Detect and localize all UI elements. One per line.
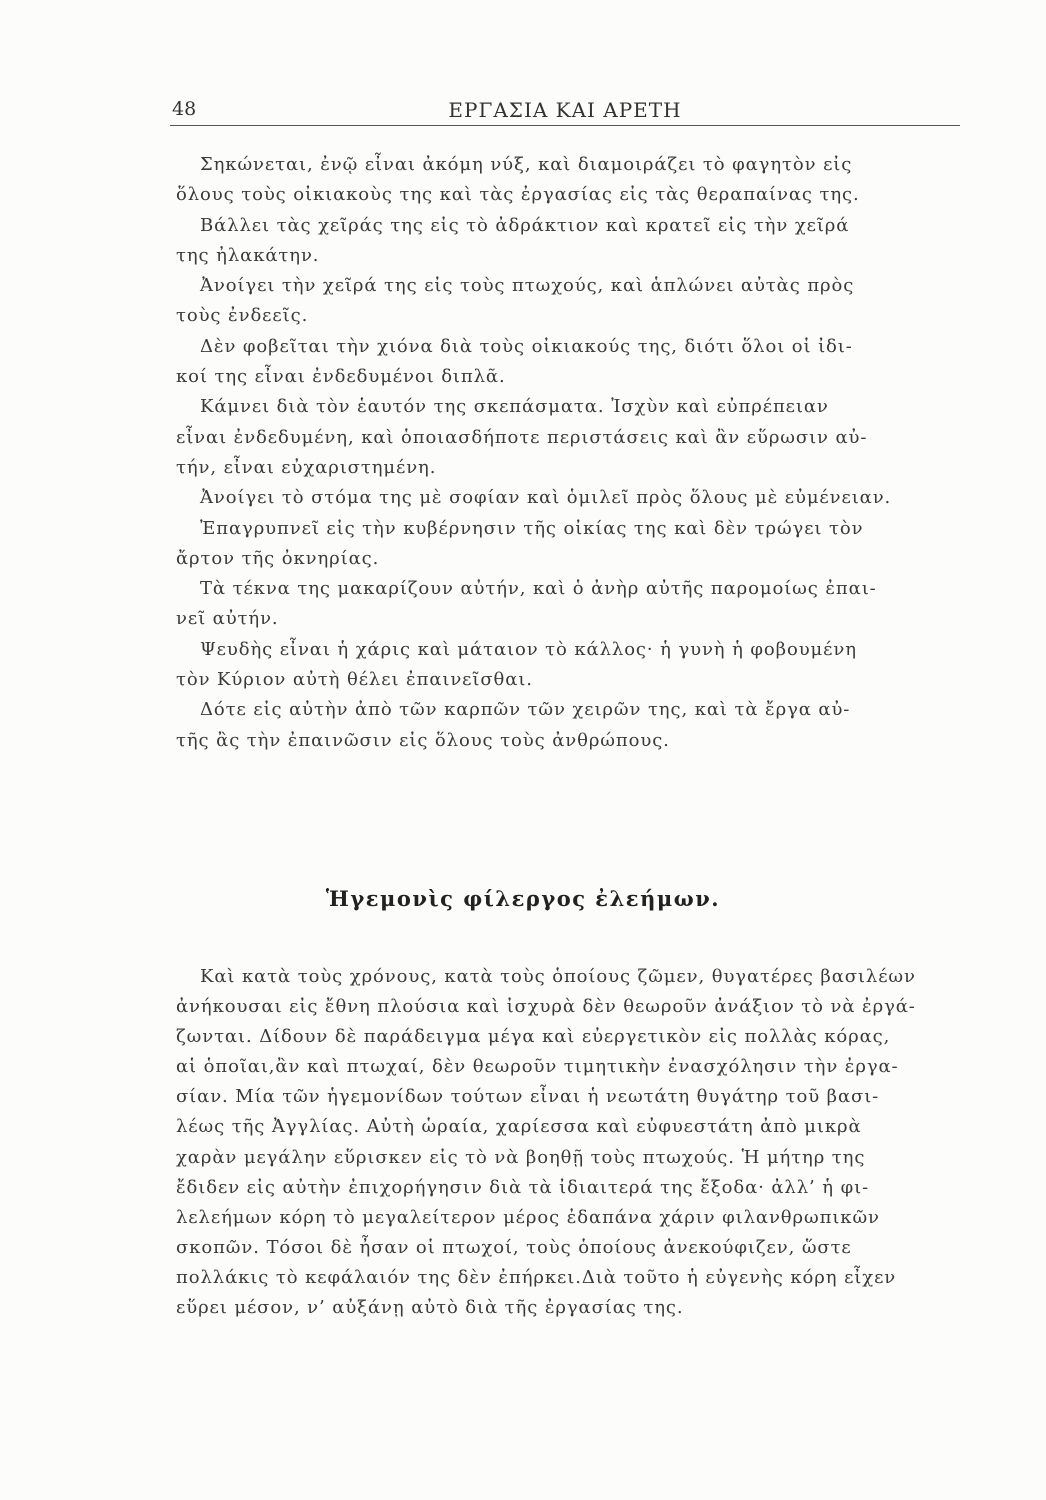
text-line: σκοπῶν. Τόσοι δὲ ἦσαν οἱ πτωχοί, τοὺς ὁποίους ἀνεκούφιζεν, ὥστε xyxy=(176,1236,852,1258)
text-line: Τὰ τέκνα της μακαρίζουν αὐτήν, καὶ ὁ ἀνὴρ αὐτῆς παρομοίως ἐπαι- xyxy=(200,578,877,600)
text-line: της ἠλακάτην. xyxy=(176,244,320,266)
page-header xyxy=(170,98,960,124)
text-line: τὸν Κύριον αὐτὴ θέλει ἐπαινεῖσθαι. xyxy=(176,669,533,691)
text-line: εὕρει μέσον, ν’ αὐξάνῃ αὐτὸ διὰ τῆς ἐργασίας της. xyxy=(176,1297,684,1319)
text-line: ἀνήκουσαι εἰς ἔθνη πλούσια καὶ ἰσχυρὰ δὲν θεωροῦν ἀνάξιον τὸ νὰ ἐργά- xyxy=(176,996,916,1018)
text-line: σίαν. Μία τῶν ἡγεμονίδων τούτων εἶναι ἡ νεωτάτη θυγάτηρ τοῦ βασι- xyxy=(176,1086,880,1108)
text-line: Ἀνοίγει τὸ στόμα της μὲ σοφίαν καὶ ὁμιλεῖ πρὸς ὅλους μὲ εὐμένειαν. xyxy=(200,487,892,509)
text-line: ζωνται. Δίδουν δὲ παράδειγμα μέγα καὶ εὐεργετικὸν εἰς πολλὰς κόρας, xyxy=(176,1026,891,1048)
text-line: Καὶ κατὰ τοὺς χρόνους, κατὰ τοὺς ὁποίους ζῶμεν, θυγατέρες βασιλέων xyxy=(200,966,916,987)
text-line: Σηκώνεται, ἐνῷ εἶναι ἀκόμη νύξ, καὶ διαμοιράζει τὸ φαγητὸν εἰς xyxy=(200,154,853,175)
text-line: νεῖ αὐτήν. xyxy=(176,608,279,630)
text-line: πολλάκις τὸ κεφάλαιόν της δὲν ἐπήρκει.Διὰ τοῦτο ἡ εὐγενὴς κόρη εἶχεν xyxy=(176,1266,897,1288)
text-line: Ψευδὴς εἶναι ἡ χάρις καὶ μάταιον τὸ κάλλος· ἡ γυνὴ ἡ φοβουμένη xyxy=(200,638,857,660)
text-line: εἶναι ἐνδεδυμένη, καὶ ὁποιασδήποτε περιστάσεις καὶ ἂν εὕρωσιν αὐ- xyxy=(176,426,868,448)
text-line: ὅλους τοὺς οἰκιακοὺς της καὶ τὰς ἐργασίας εἰς τὰς θεραπαίνας της. xyxy=(176,184,860,206)
text-line: Βάλλει τὰς χεῖράς της εἰς τὸ ἀδράκτιον καὶ κρατεῖ εἰς τὴν χεῖρά xyxy=(200,214,850,236)
text-line: λελεήμων κόρη τὸ μεγαλείτερον μέρος ἐδαπάνα χάριν φιλανθρωπικῶν xyxy=(176,1206,880,1228)
text-line: τοὺς ἐνδεεῖς. xyxy=(176,305,309,327)
running-title: ΕΡΓΑΣΙΑ ΚΑΙ ΑΡΕΤΗ xyxy=(448,98,682,122)
text-line: Κάμνει διὰ τὸν ἑαυτόν της σκεπάσματα. Ἰσχὺν καὶ εὐπρέπειαν xyxy=(200,396,829,418)
text-line: τῆς ἂς τὴν ἐπαινῶσιν εἰς ὅλους τοὺς ἀνθρώπους. xyxy=(176,729,670,751)
text-line: τήν, εἶναι εὐχαριστημένη. xyxy=(176,456,437,478)
section-heading: Ἡγεμονὶς φίλεργος ἐλεήμων. xyxy=(325,886,721,911)
page-number: 48 xyxy=(172,98,197,120)
text-line: χαρὰν μεγάλην εὕρισκεν εἰς τὸ νὰ βοηθῇ τοὺς πτωχούς. Ἡ μήτηρ της xyxy=(176,1146,866,1168)
text-line: λέως τῆς Ἀγγλίας. Αὐτὴ ὡραία, χαρίεσσα καὶ εὐφυεστάτη ἀπὸ μικρὰ xyxy=(176,1116,862,1138)
text-line: αἱ ὁποῖαι,ἂν καὶ πτωχαί, δὲν θεωροῦν τιμητικὴν ἐνασχόλησιν τὴν ἐργα- xyxy=(176,1056,899,1078)
text-line: Δότε εἰς αὐτὴν ἀπὸ τῶν καρπῶν τῶν χειρῶν της, καὶ τὰ ἔργα αὐ- xyxy=(200,699,851,721)
text-line: Δὲν φοβεῖται τὴν χιόνα διὰ τοὺς οἰκιακούς της, διότι ὅλοι οἱ ἰδι- xyxy=(200,335,853,357)
text-line: Ἀνοίγει τὴν χεῖρά της εἰς τοὺς πτωχούς, καὶ ἁπλώνει αὐτὰς πρὸς xyxy=(200,275,855,297)
header-rule xyxy=(170,125,960,126)
text-line: ἔδιδεν εἰς αὐτὴν ἐπιχορήγησιν διὰ τὰ ἰδιαιτερά της ἔξοδα· ἀλλ’ ἡ φι- xyxy=(176,1176,870,1198)
text-line: Ἐπαγρυπνεῖ εἰς τὴν κυβέρνησιν τῆς οἰκίας της καὶ δὲν τρώγει τὸν xyxy=(200,517,864,539)
princess-passage xyxy=(176,962,958,1323)
text-line: κοί της εἶναι ἐνδεδυμένοι διπλᾶ. xyxy=(176,366,506,388)
text-line: ἄρτον τῆς ὀκνηρίας. xyxy=(176,547,380,569)
proverbs-passage xyxy=(176,150,958,756)
